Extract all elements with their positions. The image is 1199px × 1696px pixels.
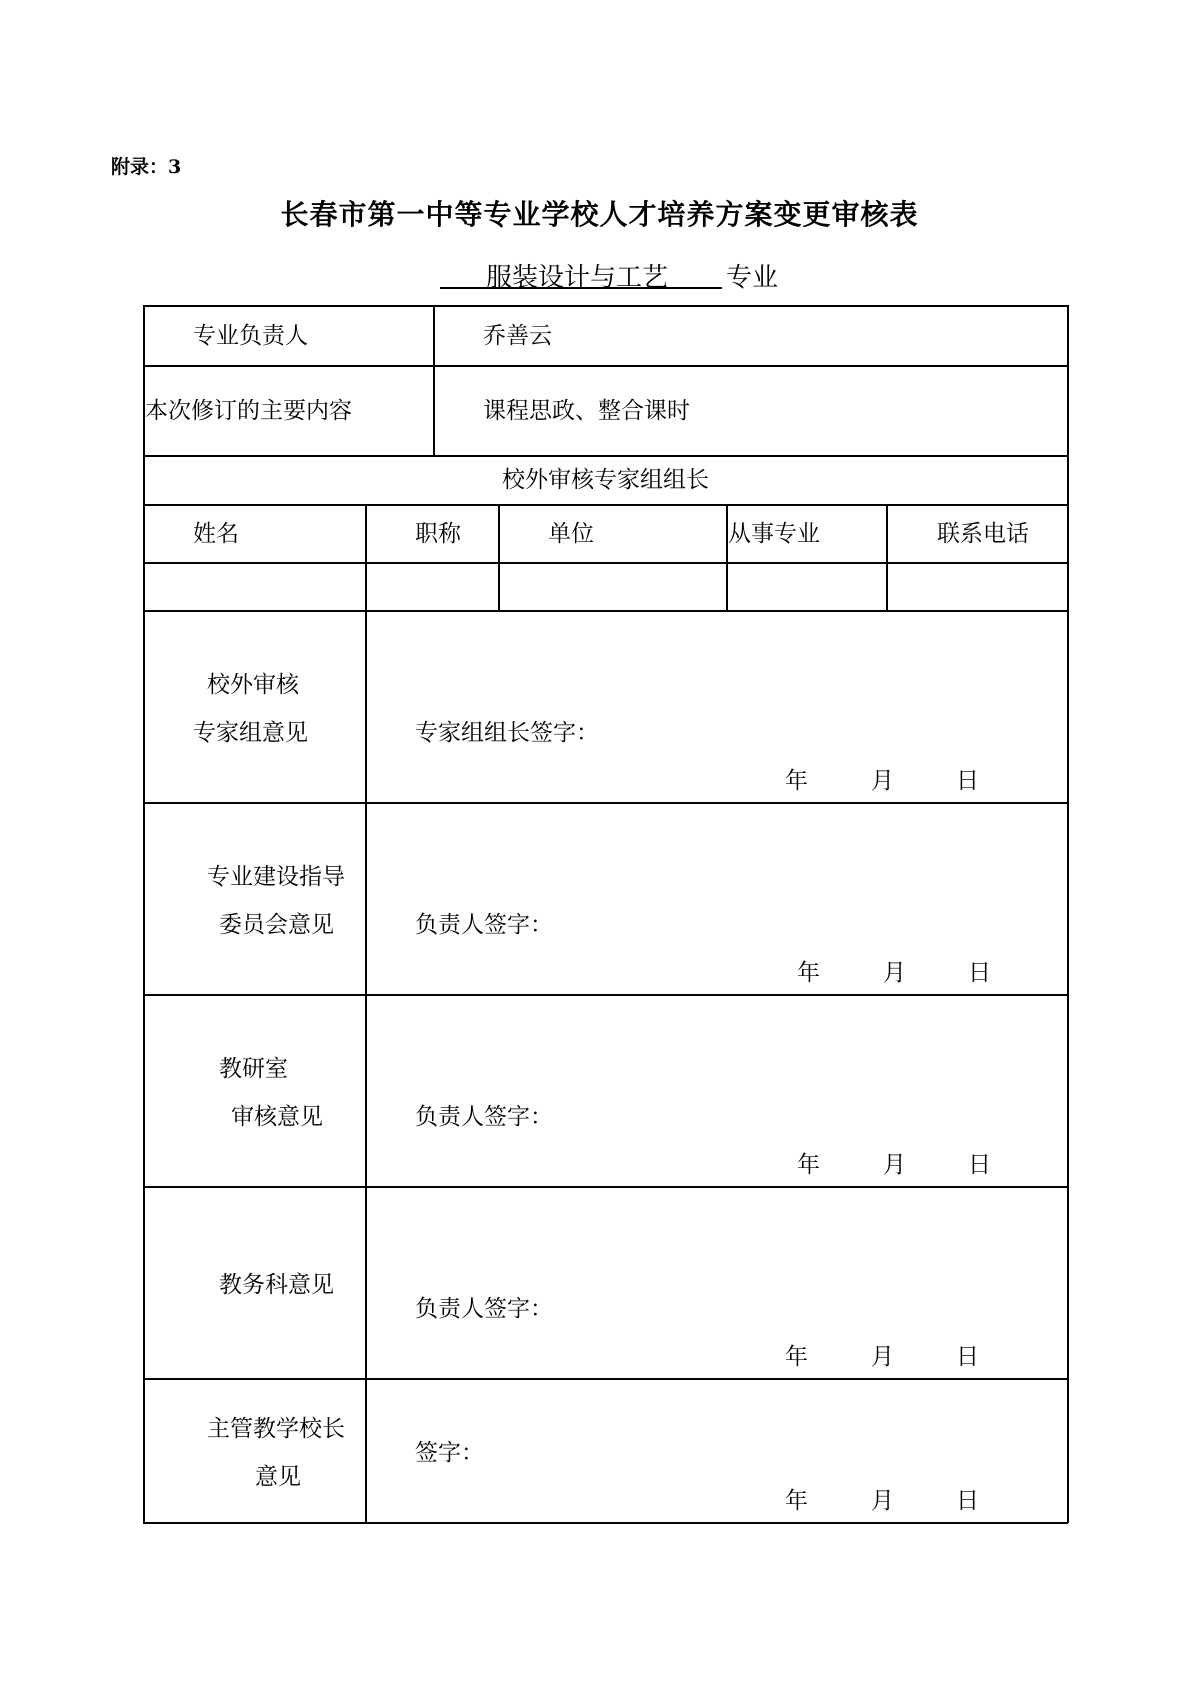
- opinion-label-line: 专家组意见: [193, 720, 308, 746]
- opinion-label-line: 审核意见: [231, 1104, 323, 1130]
- opinion-label-line: 教研室: [219, 1056, 288, 1082]
- opinion-label-line: 专业建设指导: [207, 864, 345, 890]
- table-line: [143, 1186, 1068, 1188]
- table-line: [143, 1522, 1068, 1524]
- signature-label: 签字：: [415, 1440, 484, 1466]
- page-title: 长春市第一中等专业学校人才培养方案变更审核表: [280, 198, 919, 231]
- date-month: 月: [871, 1488, 894, 1514]
- table-line: [143, 562, 1068, 564]
- table-line: [143, 1378, 1068, 1380]
- appendix-label: 附录：3: [111, 156, 182, 178]
- table-line: [143, 994, 1068, 996]
- signature-label: 负责人签字：: [415, 912, 553, 938]
- expert-group-header: 校外审核专家组组长: [502, 467, 709, 493]
- table-line: [365, 610, 367, 1522]
- opinion-label-line: 委员会意见: [219, 912, 334, 938]
- date-year: 年: [797, 960, 820, 986]
- major-name: 服装设计与工艺: [486, 263, 669, 293]
- signature-label: 负责人签字：: [415, 1296, 553, 1322]
- date-day: 日: [956, 768, 979, 794]
- date-year: 年: [785, 768, 808, 794]
- leader-label: 专业负责人: [193, 323, 308, 349]
- column-header-name: 姓名: [193, 521, 239, 547]
- revision-label: 本次修订的主要内容: [145, 398, 352, 424]
- table-line: [143, 610, 1068, 612]
- column-header-phone: 联系电话: [937, 521, 1029, 547]
- column-header-unit: 单位: [548, 521, 594, 547]
- opinion-label-line: 校外审核: [207, 672, 299, 698]
- opinion-label-line: 主管教学校长: [207, 1416, 345, 1442]
- signature-label: 负责人签字：: [415, 1104, 553, 1130]
- opinion-label-line: 教务科意见: [219, 1272, 334, 1298]
- table-line: [498, 504, 500, 610]
- date-month: 月: [871, 1344, 894, 1370]
- column-header-field: 从事专业: [728, 521, 820, 547]
- date-month: 月: [883, 960, 906, 986]
- date-day: 日: [968, 960, 991, 986]
- opinion-label-line: 意见: [255, 1464, 301, 1490]
- table-line: [886, 504, 888, 610]
- date-year: 年: [785, 1488, 808, 1514]
- table-line: [143, 504, 1068, 506]
- table-line: [143, 802, 1068, 804]
- table-line: [143, 365, 1068, 367]
- table-line: [433, 305, 435, 455]
- signature-label: 专家组组长签字：: [415, 720, 599, 746]
- table-line: [143, 455, 1068, 457]
- column-header-title: 职称: [415, 521, 461, 547]
- table-line: [365, 504, 367, 610]
- date-day: 日: [956, 1488, 979, 1514]
- leader-value: 乔善云: [483, 323, 552, 349]
- table-line: [143, 305, 1068, 307]
- date-day: 日: [956, 1344, 979, 1370]
- date-month: 月: [883, 1152, 906, 1178]
- major-suffix: 专业: [726, 263, 779, 293]
- date-year: 年: [785, 1344, 808, 1370]
- date-year: 年: [797, 1152, 820, 1178]
- date-day: 日: [968, 1152, 991, 1178]
- date-month: 月: [871, 768, 894, 794]
- revision-value: 课程思政、整合课时: [483, 398, 690, 424]
